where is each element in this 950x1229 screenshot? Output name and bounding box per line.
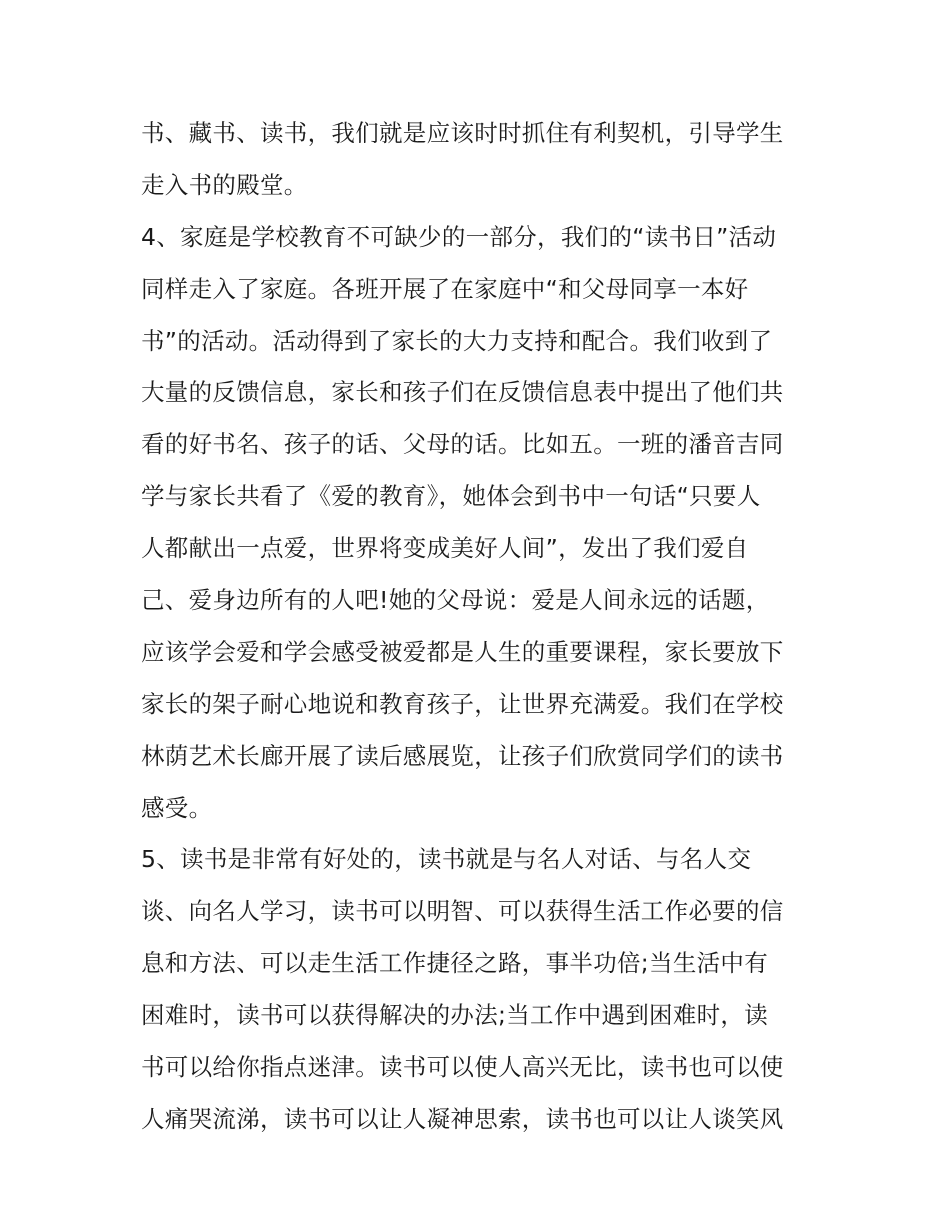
text-line: 家长的架子耐心地说和教育孩子，让世界充满爱。我们在学校 — [141, 689, 784, 718]
text-line: 5、读书是非常有好处的，读书就是与名人对话、与名人交 — [141, 845, 752, 874]
text-line: 己、爱身边所有的人吧!她的父母说：爱是人间永远的话题， — [141, 586, 770, 615]
text-line: 走入书的殿堂。 — [141, 170, 308, 199]
text-line: 感受。 — [141, 793, 213, 822]
text-line: 人痛哭流涕，读书可以让人凝神思索，读书也可以让人谈笑风 — [141, 1104, 784, 1133]
text-line: 谈、向名人学习，读书可以明智、可以获得生活工作必要的信 — [141, 897, 784, 926]
text-line: 应该学会爱和学会感受被爱都是人生的重要课程，家长要放下 — [141, 637, 784, 666]
text-line: 学与家长共看了《爱的教育》，她体会到书中一句话“只要人 — [141, 482, 761, 511]
text-line: 4、家庭是学校教育不可缺少的一部分，我们的“读书日”活动 — [141, 222, 777, 251]
text-line: 同样走入了家庭。各班开展了在家庭中“和父母同享一本好 — [141, 274, 749, 303]
text-line: 人都献出一点爱，世界将变成美好人间”，发出了我们爱自 — [141, 534, 749, 563]
text-line: 书可以给你指点迷津。读书可以使人高兴无比，读书也可以使 — [141, 1053, 784, 1082]
text-line: 困难时，读书可以获得解决的办法;当工作中遇到困难时，读 — [141, 1001, 769, 1030]
text-line: 书”的活动。活动得到了家长的大力支持和配合。我们收到了 — [141, 326, 773, 355]
body-text — [141, 108, 831, 1146]
text-line: 大量的反馈信息，家长和孩子们在反馈信息表中提出了他们共 — [141, 378, 784, 407]
text-line: 书、藏书、读书，我们就是应该时时抓住有利契机，引导学生 — [141, 119, 784, 147]
text-line: 林荫艺术长廊开展了读后感展览，让孩子们欣赏同学们的读书 — [141, 741, 784, 770]
text-line: 息和方法、可以走生活工作捷径之路，事半功倍;当生活中有 — [141, 949, 769, 978]
text-line: 看的好书名、孩子的话、父母的话。比如五。一班的潘音吉同 — [141, 430, 784, 459]
